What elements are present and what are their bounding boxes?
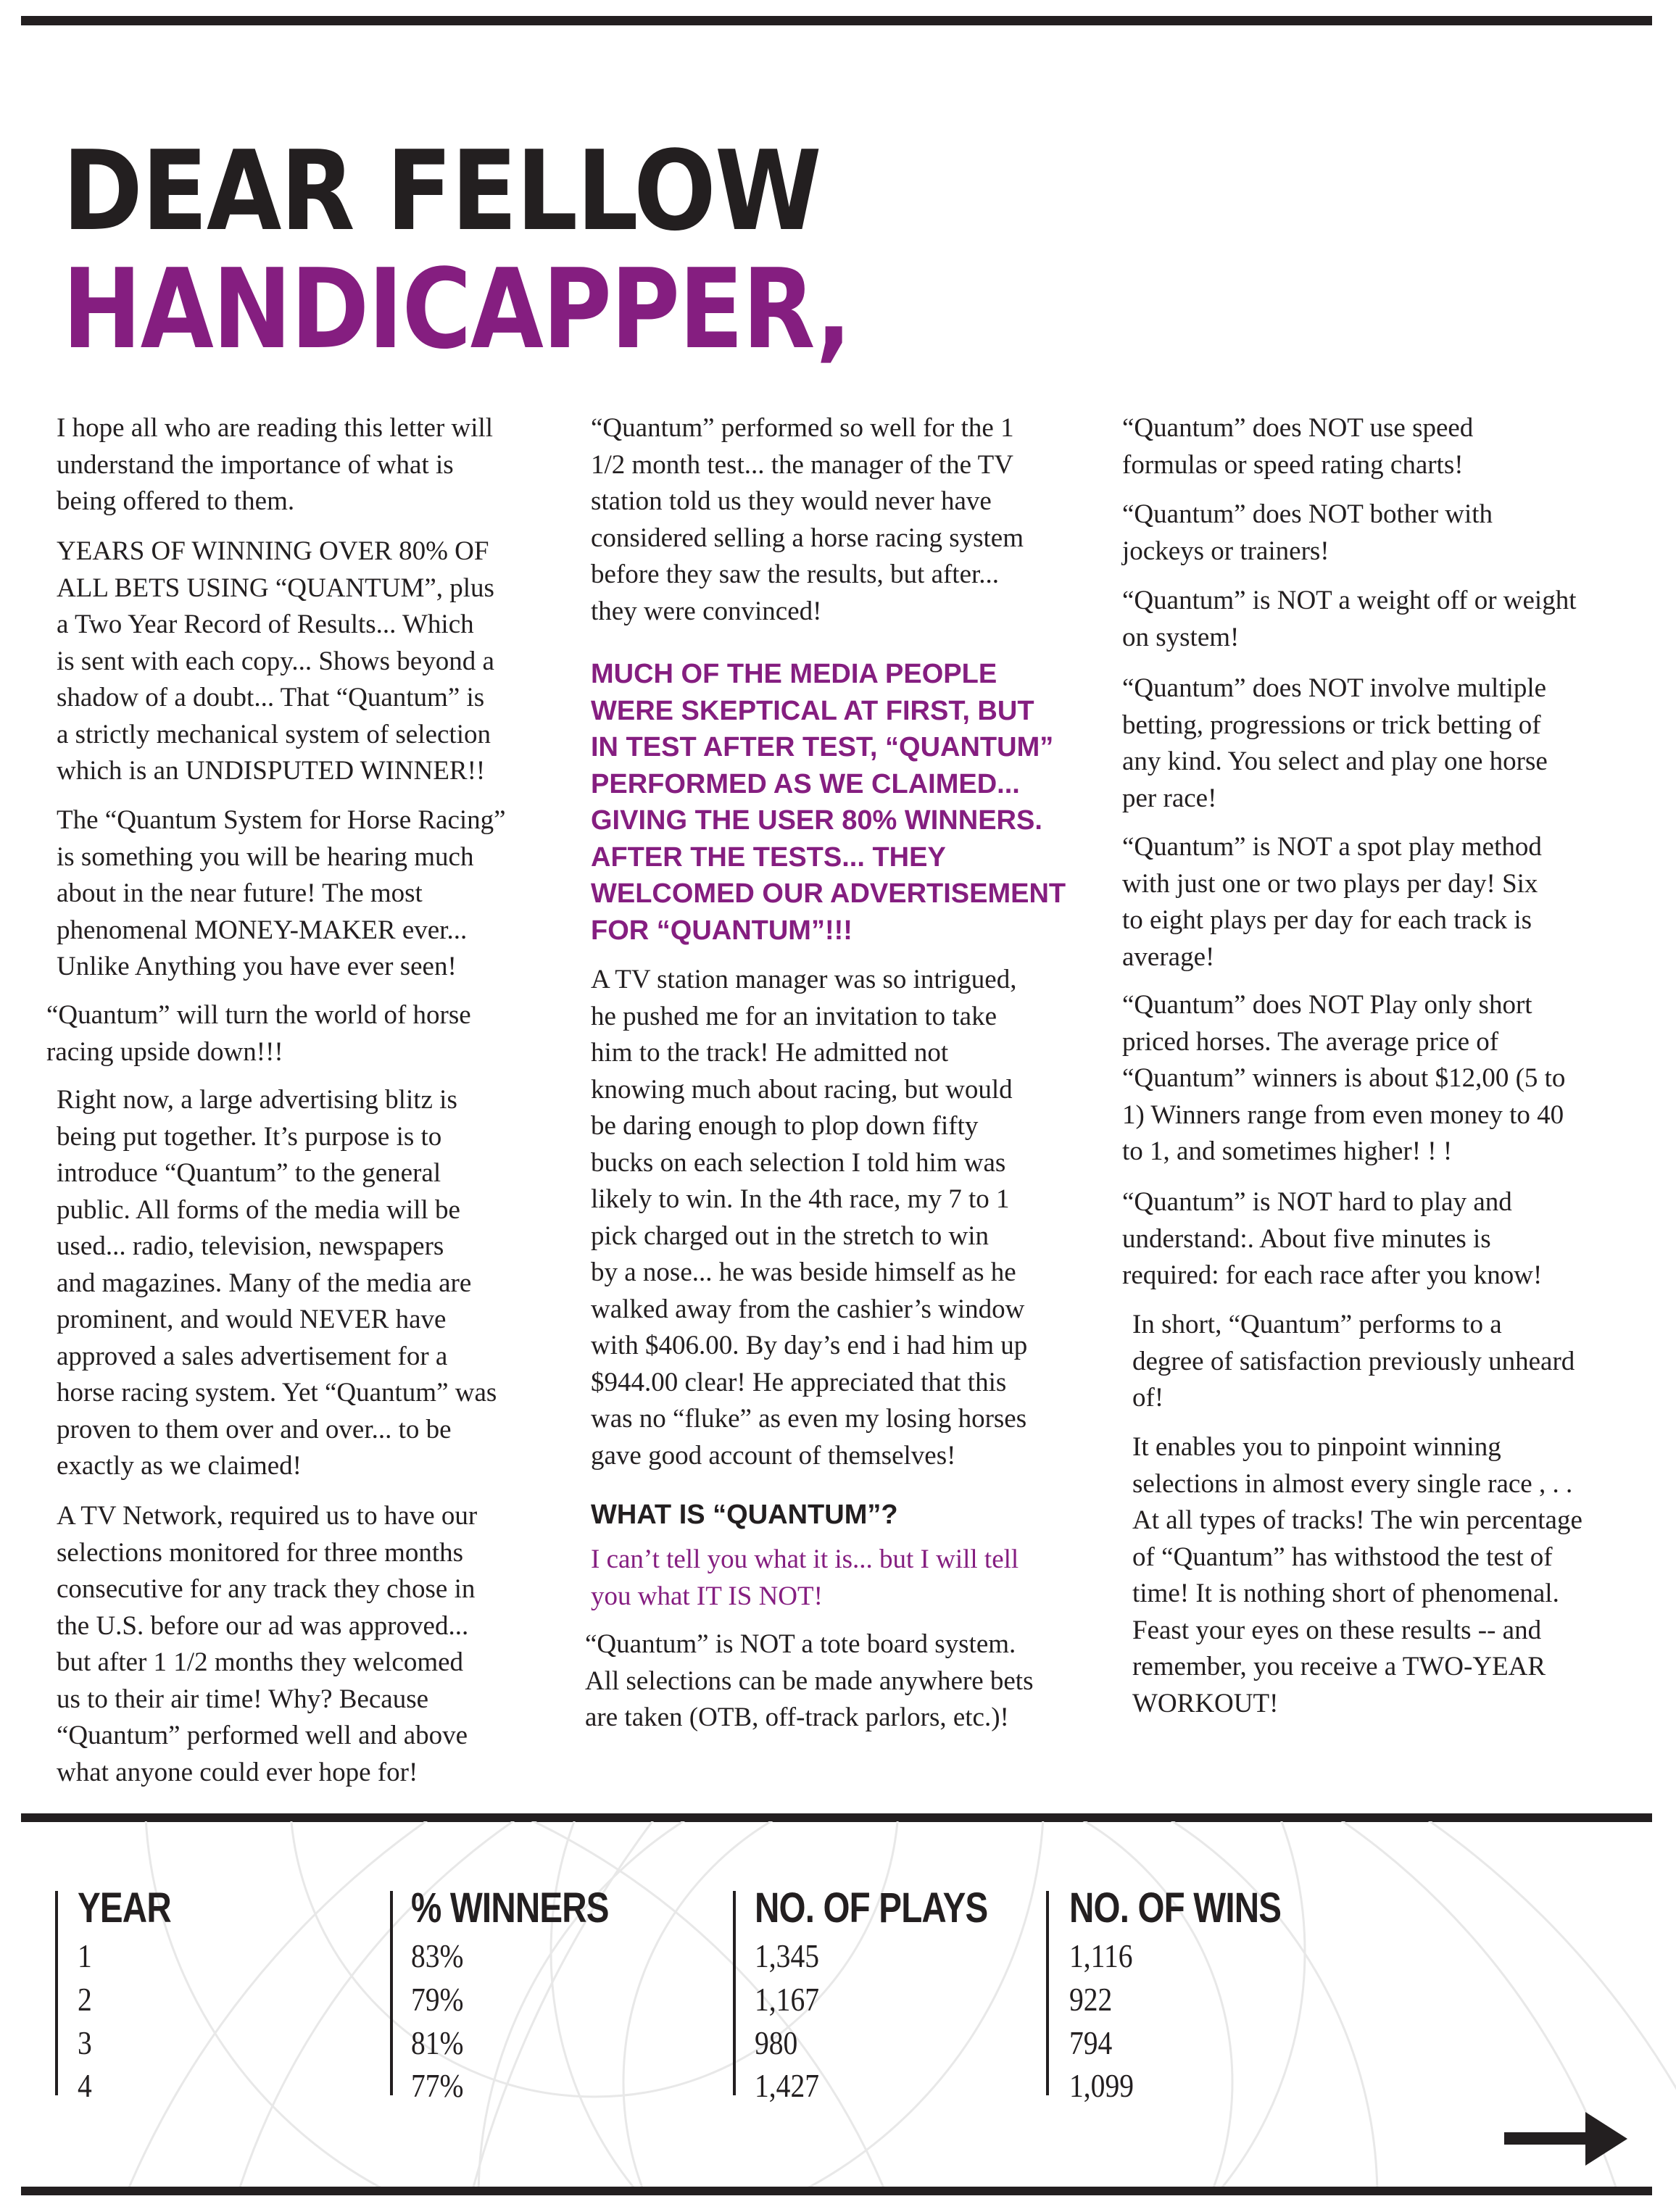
bottom-rule xyxy=(21,2187,1652,2195)
text-line: him to the track! He admitted not xyxy=(591,1038,949,1068)
text-line: Unlike Anything you have ever seen! xyxy=(57,952,457,981)
text-line: is sent with each copy... Shows beyond a xyxy=(57,646,494,676)
text-line: A TV Network, required us to have our xyxy=(57,1501,478,1531)
text-line: by a nose... he was beside himself as he xyxy=(591,1257,1016,1287)
text-line: was no “fluke” as even my losing horses xyxy=(591,1404,1027,1434)
text-line: consecutive for any track they chose in xyxy=(57,1574,476,1604)
text-line: is something you will be hearing much xyxy=(57,841,474,872)
text-line: gave good account of themselves! xyxy=(591,1440,956,1471)
top-rule xyxy=(21,16,1652,25)
text-line: approved a sales advertisement for a xyxy=(57,1341,448,1371)
text-line: A TV station manager was so intrigued, xyxy=(591,965,1017,994)
text-line: WORKOUT! xyxy=(1132,1688,1279,1718)
text-line: All selections can be made anywhere bets xyxy=(585,1666,1034,1696)
text-line: required: for each race after you know! xyxy=(1122,1260,1543,1290)
text-line: I can’t tell you what it is... but I will tell xyxy=(591,1544,1019,1574)
text-line: us to their air time! Why? Because xyxy=(57,1684,429,1714)
text-line: FOR “QUANTUM”!!! xyxy=(591,915,852,946)
text-line: In short, “Quantum” performs to a xyxy=(1132,1310,1502,1339)
table-cell: 3 xyxy=(78,2024,92,2061)
text-line: what anyone could ever hope for! xyxy=(57,1757,418,1787)
text-line: 1) Winners range from even money to 40 xyxy=(1122,1099,1564,1130)
text-line: PERFORMED AS WE CLAIMED... xyxy=(591,768,1020,799)
callout-heading xyxy=(591,656,1066,949)
not-list-item xyxy=(1122,410,1473,483)
text-line: pick charged out in the stretch to win xyxy=(591,1221,990,1251)
text-line: public. All forms of the media will be xyxy=(57,1194,460,1225)
table-cell: 1,345 xyxy=(755,1937,820,1974)
arc xyxy=(551,1821,1305,2187)
arc xyxy=(623,1821,1232,2187)
paragraph xyxy=(57,1082,497,1485)
text-line: degree of satisfaction previously unheard xyxy=(1132,1346,1575,1376)
text-line: time! It is nothing short of phenomenal. xyxy=(1132,1579,1559,1608)
table-header-year: YEAR xyxy=(78,1884,171,1932)
text-line: to 1, and sometimes higher! ! ! xyxy=(1122,1136,1453,1166)
table-cell: 922 xyxy=(1069,1981,1113,2018)
table-cell: 980 xyxy=(755,2024,798,2061)
text-line: be daring enough to plop down fifty xyxy=(591,1111,979,1141)
text-line: and magazines. Many of the media are xyxy=(57,1268,472,1298)
text-line: At all types of tracks! The win percentage xyxy=(1132,1505,1582,1535)
text-line: a strictly mechanical system of selection xyxy=(57,719,491,749)
not-list-item xyxy=(1122,496,1493,570)
text-line: used... radio, television, newspapers xyxy=(57,1231,444,1261)
text-line: being offered to them. xyxy=(57,486,295,516)
table-cell: 1 xyxy=(78,1937,92,1974)
text-line: proven to them over and over... to be xyxy=(57,1414,452,1444)
text-line: racing upside down!!! xyxy=(46,1036,283,1067)
text-line: GIVING THE USER 80% WINNERS. xyxy=(591,805,1042,836)
arrow-right-icon[interactable] xyxy=(1504,2112,1627,2166)
table-cell: 1,116 xyxy=(1069,1937,1133,1974)
text-line: average! xyxy=(1122,941,1215,972)
text-line: phenomenal MONEY-MAKER ever... xyxy=(57,915,468,945)
not-list-item xyxy=(1122,670,1548,817)
text-line: introduce “Quantum” to the general xyxy=(57,1158,441,1188)
text-line: “Quantum” winners is about $12,00 (5 to xyxy=(1122,1063,1566,1093)
section-lead xyxy=(591,1542,1019,1615)
column-divider xyxy=(733,1891,736,2095)
text-line: about in the near future! The most xyxy=(57,878,423,908)
text-line: betting, progressions or trick betting of xyxy=(1122,710,1541,740)
paragraph xyxy=(57,410,493,520)
table-cell: 4 xyxy=(78,2067,92,2104)
not-list-item xyxy=(1122,987,1565,1171)
text-line: “Quantum” is NOT a spot play method xyxy=(1122,832,1542,862)
text-line: are taken (OTB, off-track parlors, etc.)! xyxy=(585,1702,1009,1732)
text-line: “Quantum” does NOT bother with xyxy=(1122,499,1493,529)
text-line: $944.00 clear! He appreciated that this xyxy=(591,1367,1007,1397)
text-line: selections monitored for three months xyxy=(57,1537,464,1568)
table-cell: 83% xyxy=(411,1937,464,1974)
text-line: but after 1 1/2 months they welcomed xyxy=(57,1647,464,1677)
text-line: “Quantum” does NOT Play only short xyxy=(1122,990,1532,1020)
text-line: per race! xyxy=(1122,783,1217,813)
text-line: being put together. It’s purpose is to xyxy=(57,1121,442,1152)
text-line: 1/2 month test... the manager of the TV xyxy=(591,449,1013,480)
intro-paragraph xyxy=(591,410,1024,630)
text-line: likely to win. In the 4th race, my 7 to 1 xyxy=(591,1184,1010,1214)
text-line: priced horses. The average price of xyxy=(1122,1026,1499,1057)
table-header-plays: NO. OF PLAYS xyxy=(755,1884,988,1932)
text-line: WERE SKEPTICAL AT FIRST, BUT xyxy=(591,695,1034,726)
text-line: on system! xyxy=(1122,622,1240,652)
text-line: exactly as we claimed! xyxy=(57,1451,302,1481)
paragraph xyxy=(46,997,471,1070)
arc xyxy=(145,1821,1044,2187)
text-line: with just one or two plays per day! Six xyxy=(1122,868,1538,899)
text-line: formulas or speed rating charts! xyxy=(1122,449,1464,480)
column-divider xyxy=(390,1891,393,2095)
text-line: IN TEST AFTER TEST, “QUANTUM” xyxy=(591,732,1054,762)
text-line: “Quantum” does NOT use speed xyxy=(1122,413,1474,443)
text-line: knowing much about racing, but would xyxy=(591,1074,1013,1105)
text-line: with $406.00. By day’s end i had him up xyxy=(591,1331,1028,1360)
text-line: “Quantum” is NOT a tote board system. xyxy=(585,1629,1016,1659)
text-line: he pushed me for an invitation to take xyxy=(591,1001,997,1031)
text-line: shadow of a doubt... That “Quantum” is xyxy=(57,683,485,712)
text-line: “Quantum” is NOT hard to play and xyxy=(1122,1187,1512,1217)
section-body xyxy=(585,1626,1034,1737)
text-line: “Quantum” is NOT a weight off or weight xyxy=(1122,586,1577,615)
text-line: walked away from the cashier’s window xyxy=(591,1294,1025,1324)
text-line: It enables you to pinpoint winning xyxy=(1132,1432,1501,1462)
closing-paragraph xyxy=(1132,1429,1582,1722)
summary-paragraph xyxy=(1132,1307,1575,1417)
text-line: understand the importance of what is xyxy=(57,449,454,480)
not-list-item xyxy=(1122,1184,1542,1294)
table-cell: 794 xyxy=(1069,2024,1113,2061)
table-cell: 77% xyxy=(411,2067,464,2104)
arc xyxy=(435,1821,1676,2187)
not-list-item xyxy=(1122,583,1576,656)
text-line: to eight plays per day for each track is xyxy=(1122,905,1532,935)
paragraph xyxy=(57,533,494,790)
table-cell: 1,099 xyxy=(1069,2067,1134,2104)
table-header-pct-winners: % WINNERS xyxy=(411,1884,609,1932)
text-line: Right now, a large advertising blitz is xyxy=(57,1085,457,1115)
text-line: remember, you receive a TWO-YEAR xyxy=(1132,1652,1546,1681)
text-line: AFTER THE TESTS... THEY xyxy=(591,841,946,873)
text-line: bucks on each selection I told him was xyxy=(591,1147,1006,1178)
text-line: horse racing system. Yet “Quantum” was xyxy=(57,1378,497,1408)
story-paragraph xyxy=(591,962,1027,1474)
text-line: “Quantum” will turn the world of horse xyxy=(46,1000,471,1030)
text-line: of “Quantum” has withstood the test of xyxy=(1132,1542,1553,1572)
text-line: I hope all who are reading this letter will xyxy=(57,413,494,443)
text-line: The “Quantum System for Horse Racing” xyxy=(57,805,506,835)
text-line: “Quantum” performed well and above xyxy=(57,1721,468,1750)
section-heading: WHAT IS “QUANTUM”? xyxy=(591,1500,898,1530)
text-line: jockeys or trainers! xyxy=(1122,536,1329,566)
table-cell: 79% xyxy=(411,1981,464,2018)
text-line: MUCH OF THE MEDIA PEOPLE xyxy=(591,659,997,689)
text-line: considered selling a horse racing system xyxy=(591,523,1024,553)
text-line: which is an UNDISPUTED WINNER!! xyxy=(57,756,486,786)
text-line: “Quantum” does NOT involve multiple xyxy=(1122,673,1547,703)
not-list-item xyxy=(1122,829,1542,976)
text-line: any kind. You select and play one horse xyxy=(1122,747,1548,776)
text-line: a Two Year Record of Results... Which xyxy=(57,610,474,639)
column-divider xyxy=(1046,1891,1049,2095)
text-line: YEARS OF WINNING OVER 80% OF xyxy=(57,536,489,566)
text-line: before they saw the results, but after... xyxy=(591,560,1000,589)
paragraph xyxy=(57,802,506,986)
text-line: “Quantum” performed so well for the 1 xyxy=(591,413,1014,443)
paragraph xyxy=(57,1498,477,1791)
text-line: ALL BETS USING “QUANTUM”, plus xyxy=(57,573,494,603)
headline-line-1: DEAR FELLOW xyxy=(62,127,821,255)
text-line: you what IT IS NOT! xyxy=(591,1581,823,1611)
text-line: station told us they would never have xyxy=(591,486,992,516)
text-line: Feast your eyes on these results -- and xyxy=(1132,1615,1542,1645)
text-line: selections in almost every single race , . . xyxy=(1132,1468,1573,1499)
headline-line-2: HANDICAPPER, xyxy=(62,245,851,373)
text-line: they were convinced! xyxy=(591,596,822,626)
text-line: prominent, and would NEVER have xyxy=(57,1305,447,1334)
column-divider xyxy=(55,1891,58,2095)
decorative-arcs xyxy=(0,1821,1676,2187)
table-cell: 1,427 xyxy=(755,2067,820,2104)
table-cell: 2 xyxy=(78,1981,92,2018)
text-line: the U.S. before our ad was approved... xyxy=(57,1610,469,1641)
table-header-wins: NO. OF WINS xyxy=(1069,1884,1282,1932)
text-line: understand:. About five minutes is xyxy=(1122,1223,1491,1254)
table-cell: 81% xyxy=(411,2024,464,2061)
text-line: WELCOMED OUR ADVERTISEMENT xyxy=(591,878,1066,909)
table-cell: 1,167 xyxy=(755,1981,820,2018)
text-line: of! xyxy=(1132,1383,1164,1413)
